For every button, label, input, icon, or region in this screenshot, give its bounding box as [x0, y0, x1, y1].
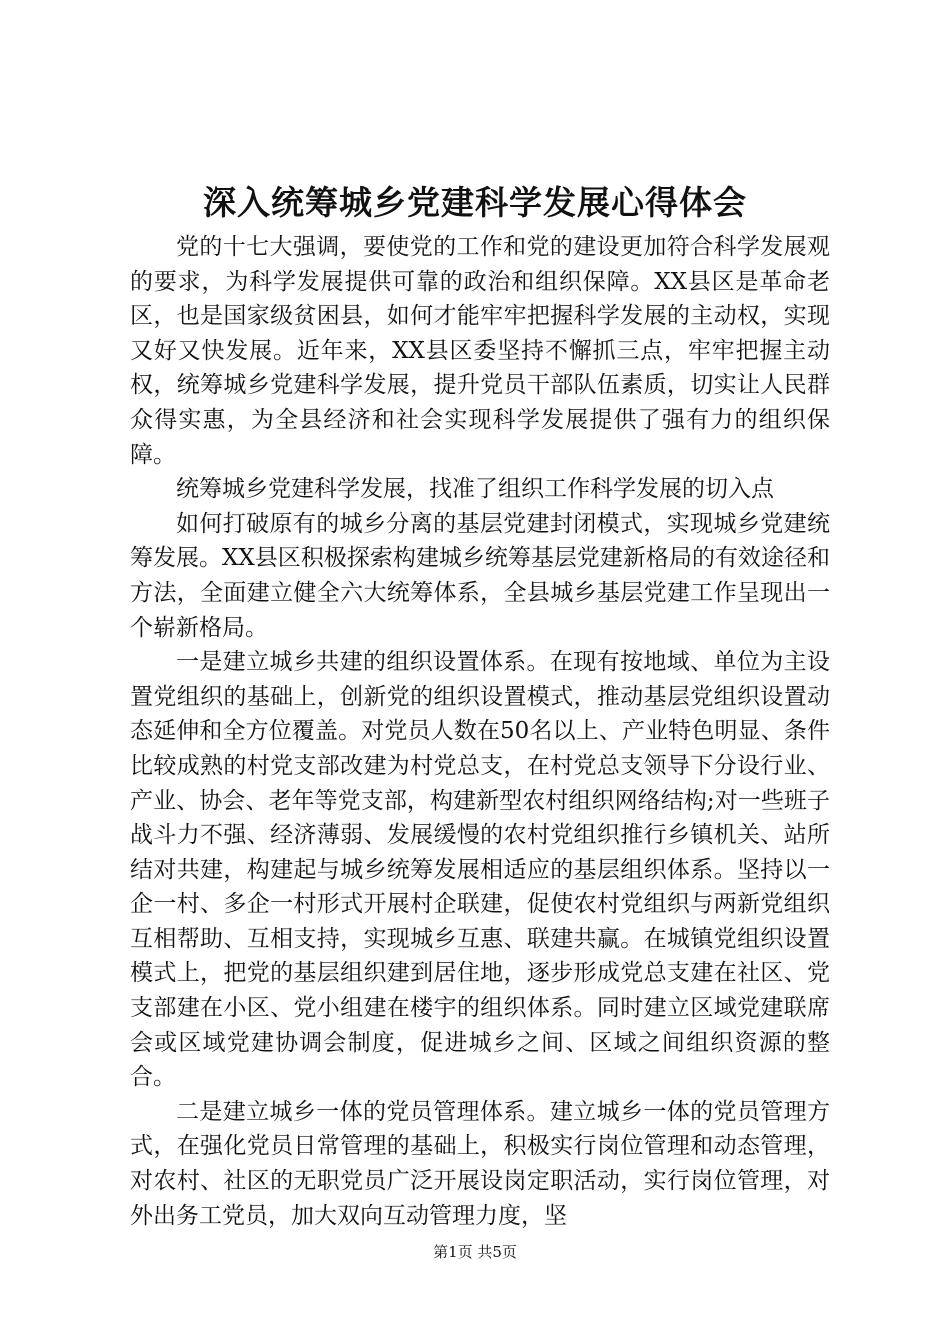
- paragraph-overview: 如何打破原有的城乡分离的基层党建封闭模式，实现城乡党建统筹发展。XX县区积极探索构建城乡统筹基层党建新格局的有效途径和方法，全面建立健全六大统筹体系，全县城乡基层党建工作呈现出一个崭新格局。: [130, 510, 830, 641]
- paragraph-intro: 党的十七大强调，要使党的工作和党的建设更加符合科学发展观的要求，为科学发展提供可靠的政治和组织保障。XX县区是革命老区，也是国家级贫困县，如何才能牢牢把握科学发展的主动权，实现又好又快发展。近年来，XX县区委坚持不懈抓三点，牢牢把握主动权，统筹城乡党建科学发展，提升党员干部队伍素质，切实让人民群众得实惠，为全县经济和社会实现科学发展提供了强有力的组织保障。: [130, 234, 830, 468]
- page-number-footer: 第1页 共5页: [433, 1243, 517, 1261]
- paragraph-point-one: 一是建立城乡共建的组织设置体系。在现有按地域、单位为主设置党组织的基础上，创新党的组织设置模式，推动基层党组织设置动态延伸和全方位覆盖。对党员人数在50名以上、产业特色明显、条件比较成熟的村党支部改建为村党总支，在村党总支领导下分设行业、产业、协会、老年等党支部，构建新型农村组织网络结构;对一些班子战斗力不强、经济薄弱、发展缓慢的农村党组织推行乡镇机关、站所结对共建，构建起与城乡统筹发展相适应的基层组织体系。坚持以一企一村、多企一村形式开展村企联建，促使农村党组织与两新党组织互相帮助、互相支持，实现城乡互惠、联建共赢。在城镇党组织设置模式上，把党的基层组织建到居住地，逐步形成党总支建在社区、党支部建在小区、党小组建在楼宇的组织体系。同时建立区域党建联席会或区域党建协调会制度，促进城乡之间、区域之间组织资源的整合。: [130, 649, 830, 1091]
- paragraph-section-heading: 统筹城乡党建科学发展，找准了组织工作科学发展的切入点: [176, 476, 774, 503]
- document-title: 深入统筹城乡党建科学发展心得体会: [203, 183, 747, 222]
- document-body: [130, 230, 830, 1233]
- paragraph-point-two: 二是建立城乡一体的党员管理体系。建立城乡一体的党员管理方式，在强化党员日常管理的基础上，积极实行岗位管理和动态管理，对农村、社区的无职党员广泛开展设岗定职活动，实行岗位管理，对外出务工党员，加大双向互动管理力度，坚: [130, 1098, 830, 1229]
